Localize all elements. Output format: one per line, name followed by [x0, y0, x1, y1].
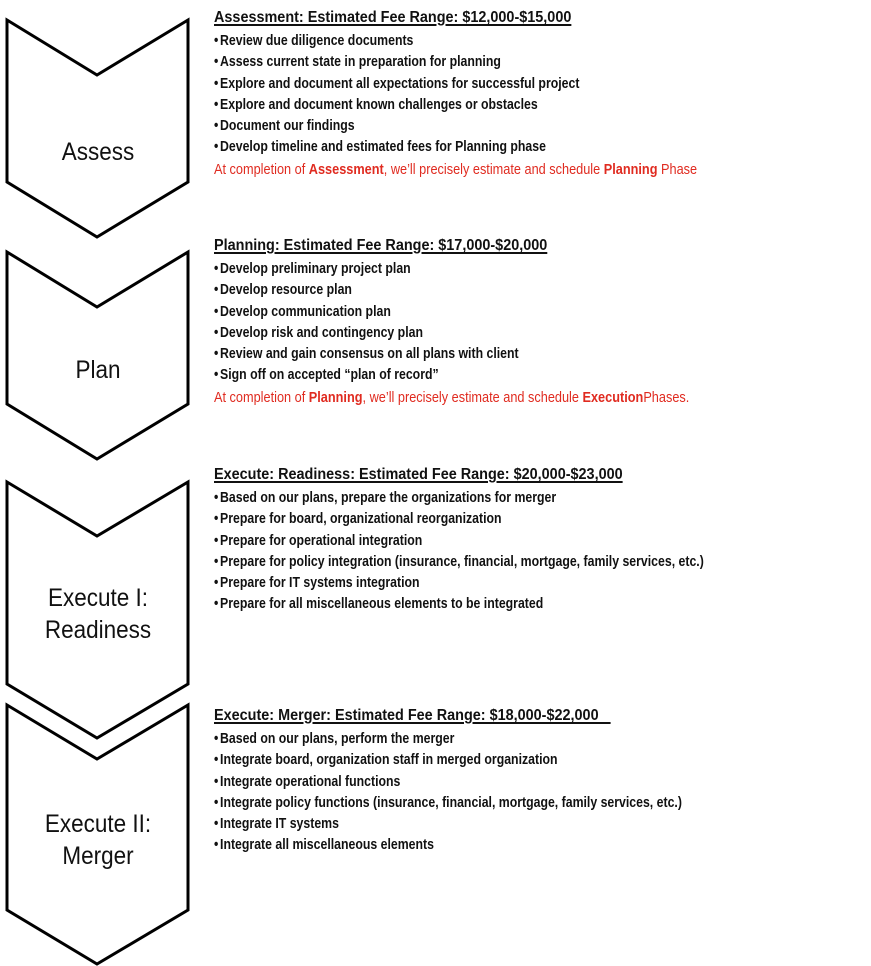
- section-title: Assessment: Estimated Fee Range: $12,000-$15,000: [214, 9, 572, 26]
- section-assessment: [214, 8, 869, 181]
- stage-label-assess: Assess: [61, 138, 135, 166]
- list-item: • Integrate operational functions: [214, 772, 777, 793]
- note-text: At completion of: [214, 161, 309, 178]
- stage-label-merger: Execute II: Merger: [44, 810, 152, 870]
- section-title: Execute: Readiness: Estimated Fee Range: $20,000-$23,000: [214, 466, 623, 483]
- note-text: Phase: [657, 161, 698, 178]
- note-emphasis: Execution: [582, 389, 644, 406]
- list-item: • Review due diligence documents: [214, 31, 777, 52]
- note-emphasis: Assessment: [308, 161, 384, 178]
- bullet-list: [214, 259, 869, 387]
- list-item: • Develop timeline and estimated fees for Planning phase: [214, 137, 777, 158]
- list-item: • Prepare for IT systems integration: [214, 573, 777, 594]
- list-item: • Develop preliminary project plan: [214, 259, 777, 280]
- note-text: , we’ll precisely estimate and schedule: [362, 389, 583, 406]
- note-text: , we’ll precisely estimate and schedule: [383, 161, 604, 178]
- note-emphasis: Planning: [308, 389, 363, 406]
- section-readiness: [214, 465, 869, 616]
- completion-note: [214, 159, 777, 181]
- note-text: Phases.: [643, 389, 690, 406]
- list-item: • Review and gain consensus on all plans with client: [214, 344, 777, 365]
- completion-note: [214, 387, 777, 409]
- section-merger: [214, 706, 869, 857]
- note-emphasis: Planning: [603, 161, 658, 178]
- section-title: Execute: Merger: Estimated Fee Range: $18,000-$22,000: [214, 707, 611, 724]
- stage-label-readiness: Execute I: Readiness: [44, 584, 152, 644]
- list-item: • Explore and document all expectations for successful project: [214, 74, 777, 95]
- list-item: • Develop communication plan: [214, 302, 777, 323]
- bullet-list: [214, 729, 869, 857]
- list-item: • Develop resource plan: [214, 280, 777, 301]
- chevron-assess: [7, 20, 188, 237]
- stage-label-plan: Plan: [75, 356, 121, 384]
- section-planning: [214, 236, 869, 409]
- list-item: • Prepare for policy integration (insurance, financial, mortgage, family services, etc.): [214, 552, 777, 573]
- list-item: • Sign off on accepted “plan of record”: [214, 365, 777, 386]
- list-item: • Integrate policy functions (insurance, financial, mortgage, family services, etc.): [214, 793, 777, 814]
- list-item: • Integrate IT systems: [214, 814, 777, 835]
- note-text: At completion of: [214, 389, 309, 406]
- bullet-list: [214, 31, 869, 159]
- list-item: • Document our findings: [214, 116, 777, 137]
- section-title: Planning: Estimated Fee Range: $17,000-$20,000: [214, 237, 548, 254]
- list-item: • Develop risk and contingency plan: [214, 323, 777, 344]
- bullet-list: [214, 488, 869, 616]
- list-item: • Explore and document known challenges or obstacles: [214, 95, 777, 116]
- list-item: • Based on our plans, prepare the organizations for merger: [214, 488, 777, 509]
- list-item: • Prepare for operational integration: [214, 531, 777, 552]
- list-item: • Integrate board, organization staff in merged organization: [214, 750, 777, 771]
- list-item: • Based on our plans, perform the merger: [214, 729, 777, 750]
- list-item: • Assess current state in preparation for planning: [214, 52, 777, 73]
- list-item: • Prepare for all miscellaneous elements to be integrated: [214, 594, 777, 615]
- list-item: • Prepare for board, organizational reorganization: [214, 509, 777, 530]
- list-item: • Integrate all miscellaneous elements: [214, 835, 777, 856]
